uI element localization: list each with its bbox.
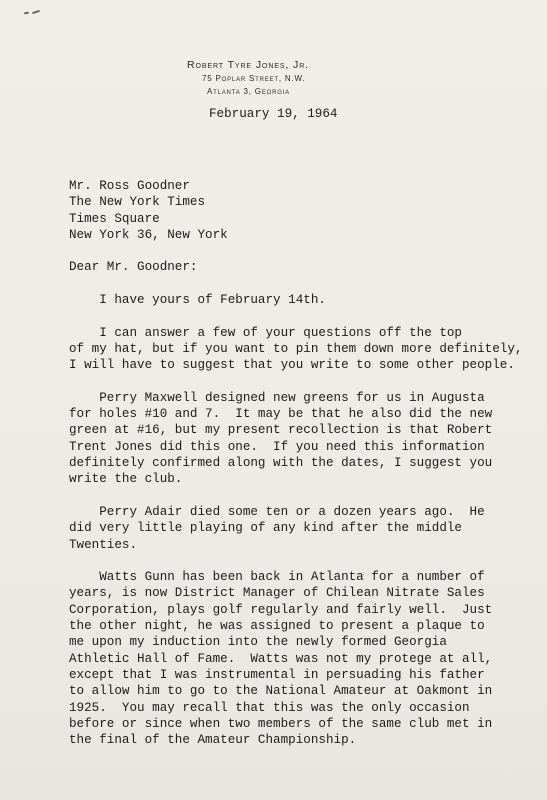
paragraph-line: I can answer a few of your questions off the top xyxy=(69,325,462,340)
letterhead-name: Robert Tyre Jones, Jr. xyxy=(187,59,309,71)
paragraph xyxy=(69,390,539,488)
recipient-address xyxy=(69,178,539,243)
paragraph xyxy=(69,292,539,308)
paragraph-line: Corporation, plays golf regularly and fairly well. Just xyxy=(69,602,493,617)
recipient-line: Mr. Ross Goodner xyxy=(69,179,190,193)
letterhead-street: 75 Poplar Street, N.W. xyxy=(202,74,306,83)
paragraph-line: did very little playing of any kind after the middle xyxy=(69,521,462,536)
recipient-line: Times Square xyxy=(69,211,160,226)
paragraph-line: Athletic Hall of Fame. Watts was not my protege at all, xyxy=(69,651,493,666)
salutation: Dear Mr. Goodner: xyxy=(69,260,198,275)
paragraph-line: for holes #10 and 7. It may be that he also did the new xyxy=(69,407,493,422)
recipient-line: New York 36, New York xyxy=(69,227,228,242)
pencil-mark xyxy=(24,12,40,15)
paragraph-line: I will have to suggest that you write to some other people. xyxy=(69,358,515,373)
paragraph-line: Trent Jones did this one. If you need this information xyxy=(69,439,485,454)
paragraph xyxy=(69,325,539,374)
letterhead xyxy=(187,59,309,98)
paragraph xyxy=(69,569,539,748)
paragraph-line: write the club. xyxy=(69,472,183,487)
paragraph xyxy=(69,504,539,553)
paragraph-line: 1925. You may recall that this was the only occasion xyxy=(69,700,470,715)
paragraph-line: me upon my induction into the newly formed Georgia xyxy=(69,635,447,650)
paragraph-line: Perry Maxwell designed new greens for us in Augusta xyxy=(69,390,485,405)
paragraph-line: green at #16, but my present recollection is that Robert xyxy=(69,423,493,438)
paragraph-line: the other night, he was assigned to present a plaque to xyxy=(69,619,485,634)
paragraph-line: Watts Gunn has been back in Atlanta for a number of xyxy=(69,570,485,585)
paragraph-line: Perry Adair died some ten or a dozen years ago. He xyxy=(69,504,485,519)
paragraph-line: Twenties. xyxy=(69,537,138,552)
paragraph-line: of my hat, but if you want to pin them down more definitely, xyxy=(69,341,523,356)
paragraph-line: I have yours of February 14th. xyxy=(69,293,326,308)
letter-date: February 19, 1964 xyxy=(209,107,338,121)
recipient-line: The New York Times xyxy=(69,195,206,210)
paragraph-line: years, is now District Manager of Chilean Nitrate Sales xyxy=(69,586,485,601)
paragraph-line: except that I was instrumental in persuading his father xyxy=(69,667,485,682)
paragraph-line: before or since when two members of the same club met in xyxy=(69,716,493,731)
paragraph-line: definitely confirmed along with the dates, I suggest you xyxy=(69,456,493,471)
letterhead-city: Atlanta 3, Georgia xyxy=(207,87,290,96)
paragraph-line: to allow him to go to the National Amateur at Oakmont in xyxy=(69,684,493,699)
letter-body xyxy=(69,178,539,748)
paragraph-line: the final of the Amateur Championship. xyxy=(69,733,357,748)
